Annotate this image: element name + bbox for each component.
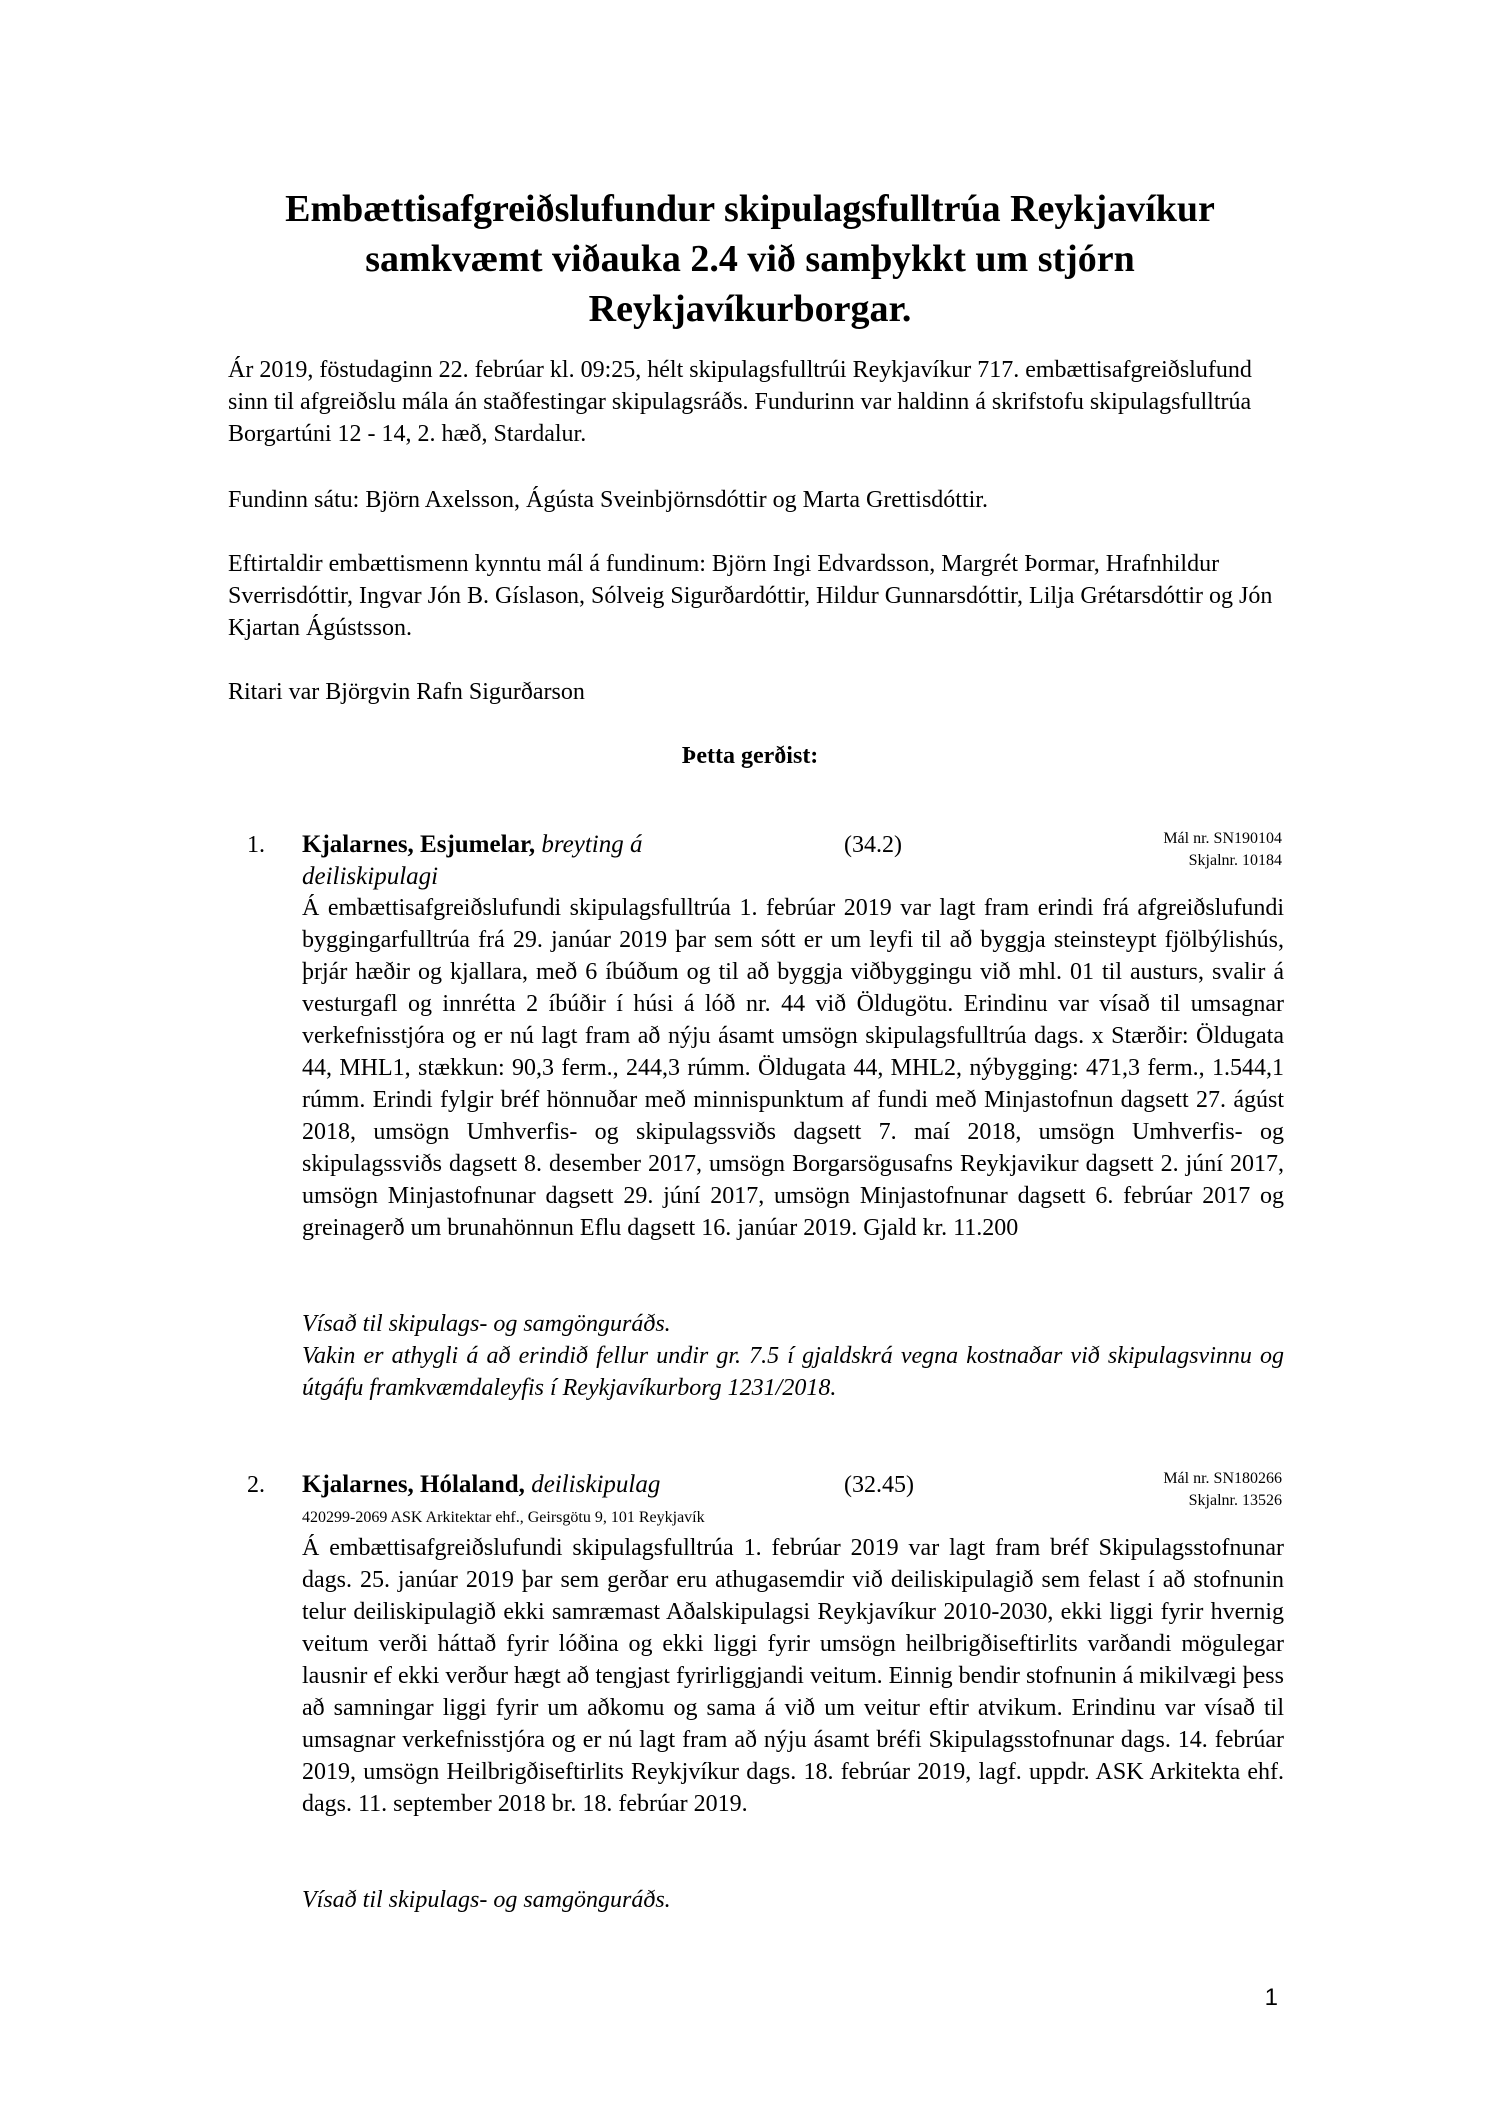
- item-note: Vakin er athygli á að erindið fellur undir gr. 7.5 í gjaldskrá vegna kostnaðar við skipulagsvinnu og útgáfu framkvæmdaleyfis í Reykjavíkurborg 1231/2018.: [302, 1343, 1284, 1401]
- secretary-paragraph: Ritari var Björgvin Rafn Sigurðarson: [228, 679, 585, 705]
- item-body: Á embættisafgreiðslufundi skipulagsfulltrúa 1. febrúar 2019 var lagt fram erindi frá afgreiðslufundi byggingarfulltrúa frá 29. janúar 2019 þar sem sótt er um leyfi til að byggja steinsteypt fjölbýlishús, þrjár hæðir og kjallara, með 6 íbúðum og til að byggja viðbyggingu við mhl. 01 til austurs, svalir á vesturgafl og innrétta 2 íbúðir í húsi á lóð nr. 44 við Öldugötu. Erindinu var vísað til umsagnar verkefnisstjóra og er nú lagt fram að nýju ásamt umsögn skipulagsfulltrúa dags. x Stærðir: Öldugata 44, MHL1, stækkun: 90,3 ferm., 244,3 rúmm. Öldugata 44, MHL2, nýbygging: 471,3 ferm., 1.544,1 rúmm. Erindi fylgir bréf hönnuðar með minnispunktum af fundi með Minjastofnun dagsett 27. ágúst 2018, umsögn Umhverfis- og skipulagssviðs dagsett 7. maí 2018, umsögn Umhverfis- og skipulagssviðs dagsett 8. desember 2017, umsögn Borgarsögusafns Reykjavikur dagsett 2. júní 2017, umsögn Minjastofnunar dagsett 29. júní 2017, umsögn Minjastofnunar dagsett 6. febrúar 2017 og greinagerð um brunahönnun Eflu dagsett 16. janúar 2019. Gjald kr. 11.200: [302, 895, 1284, 1241]
- item-body: Á embættisafgreiðslufundi skipulagsfulltrúa 1. febrúar 2019 var lagt fram bréf Skipulagsstofnunar dags. 25. janúar 2019 þar sem gerðar eru athugasemdir við deiliskipulagið sem felast í að stofnunin telur deiliskipulagið ekki samræmast Aðalskipulagsi Reykjavíkur 2010-2030, ekki liggi fyrir hvernig veitum verði háttað fyrir lóðina og ekki liggi fyrir umsögn heilbrigðiseftirlits varðandi mögulegar lausnir ef ekki verður hægt að tengjast fyrirliggjandi veitum. Einnig bendir stofnunin á mikilvægi þess að samningar liggi fyrir um aðkomu og sama á við um veitur eftir atvikum. Erindinu var vísað til umsagnar verkefnisstjóra og er nú lagt fram að nýju ásamt bréfi Skipulagsstofnunar dags. 14. febrúar 2019, umsögn Heilbrigðiseftirlits Reykjvíkur dags. 18. febrúar 2019, lagf. uppdr. ASK Arkitekta ehf. dags. 11. september 2018 br. 18. febrúar 2019.: [302, 1535, 1284, 1817]
- document-title: Embættisafgreiðslufundur skipulagsfulltrúa Reykjavíkur samkvæmt viðauka 2.4 við samþykkt um stjórn Reykjavíkurborgar.: [285, 188, 1215, 330]
- document-number: Skjalnr. 13526: [1188, 1492, 1282, 1509]
- item-number: 2.: [247, 1472, 265, 1498]
- page-number: 1: [1264, 1984, 1278, 2011]
- item-number: 1.: [247, 832, 265, 858]
- attendees-paragraph: Fundinn sátu: Björn Axelsson, Ágústa Sveinbjörnsdóttir og Marta Grettisdóttir.: [228, 487, 988, 513]
- item-title-subject: deiliskipulag: [531, 1471, 661, 1498]
- item-code: (32.45): [844, 1472, 914, 1498]
- item-decision: Vísað til skipulags- og samgönguráðs.: [302, 1311, 671, 1337]
- item-reference: [1163, 828, 1282, 872]
- item-title-location: Kjalarnes, Hólaland,: [302, 1471, 525, 1498]
- item-applicant: 420299-2069 ASK Arkitektar ehf., Geirsgötu 9, 101 Reykjavík: [302, 1509, 705, 1526]
- officials-paragraph: Eftirtaldir embættismenn kynntu mál á fundinum: Björn Ingi Edvardsson, Margrét Þormar, Hrafnhildur Sverrisdóttir, Ingvar Jón B. Gíslason, Sólveig Sigurðardóttir, Hildur Gunnarsdóttir, Lilja Grétarsdóttir og Jón Kjartan Ágústsson.: [228, 551, 1273, 641]
- section-heading: Þetta gerðist:: [681, 743, 819, 769]
- case-number: Mál nr. SN190104: [1163, 830, 1282, 847]
- item-decision: Vísað til skipulags- og samgönguráðs.: [302, 1887, 671, 1913]
- document-number: Skjalnr. 10184: [1188, 852, 1282, 869]
- item-title: [302, 1469, 722, 1501]
- item-title-subject: breyting á deiliskipulagi: [302, 831, 643, 890]
- item-title: [302, 829, 722, 893]
- case-number: Mál nr. SN180266: [1163, 1470, 1282, 1487]
- item-title-location: Kjalarnes, Esjumelar,: [302, 831, 536, 858]
- intro-paragraph: Ár 2019, föstudaginn 22. febrúar kl. 09:25, hélt skipulagsfulltrúi Reykjavíkur 717. embættisafgreiðslufund sinn til afgreiðslu mála án staðfestingar skipulagsráðs. Fundurinn var haldinn á skrifstofu skipulagsfulltrúa Borgartúni 12 - 14, 2. hæð, Stardalur.: [228, 357, 1252, 447]
- item-code: (34.2): [844, 832, 902, 858]
- item-reference: [1163, 1468, 1282, 1512]
